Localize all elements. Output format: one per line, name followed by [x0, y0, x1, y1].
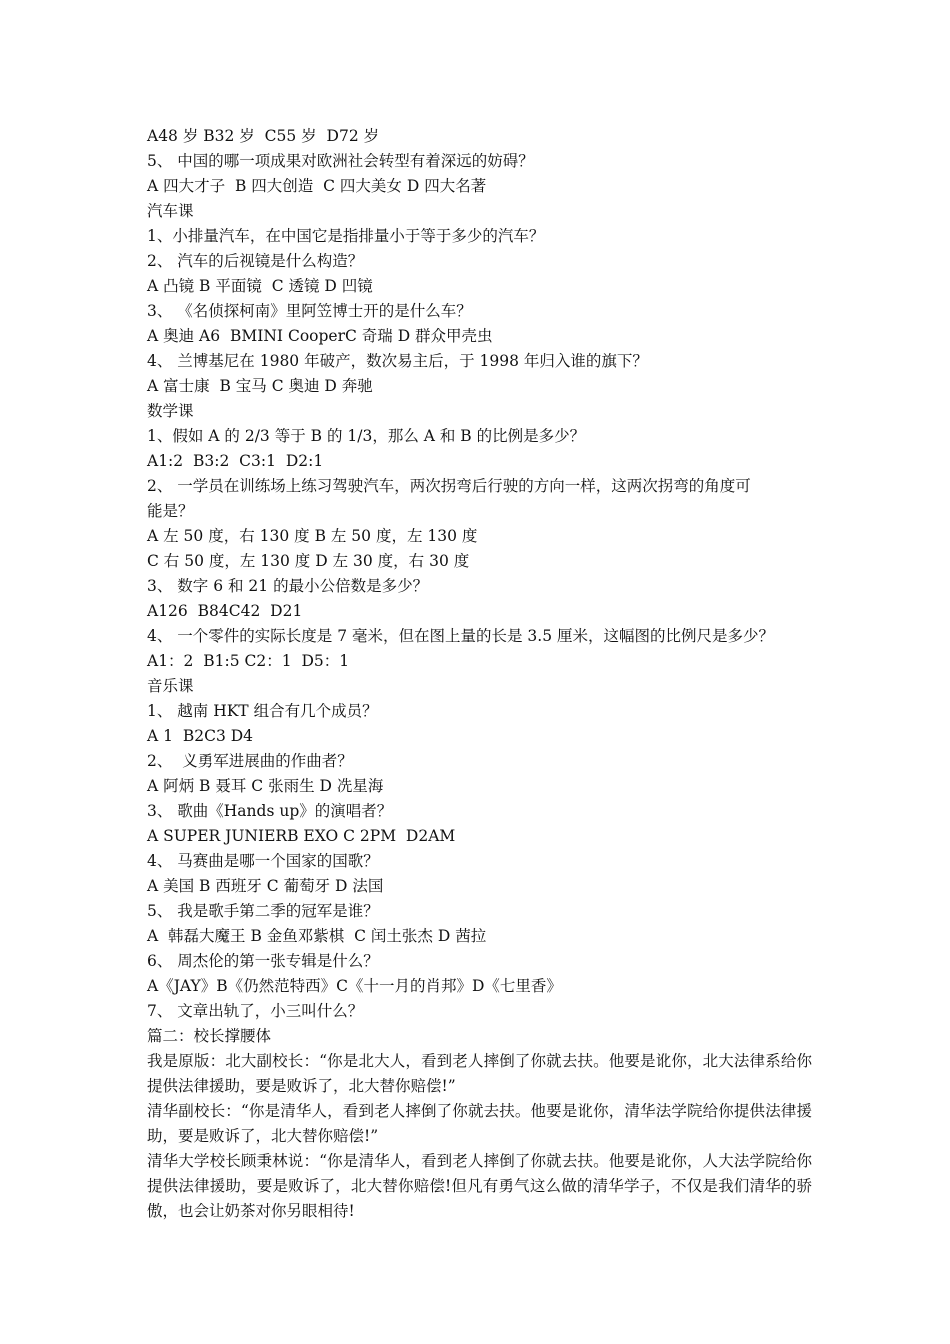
section-heading: 汽车课 [147, 202, 194, 220]
text-line: 4、 一个零件的实际长度是 7 毫米，但在图上量的长是 3.5 厘米，这幅图的比例尺是多少？ [147, 627, 775, 645]
section-heading: 篇二：校长撑腰体 [147, 1027, 272, 1045]
document-body [147, 124, 812, 1224]
text-line: 5、 中国的哪一项成果对欧洲社会转型有着深远的妨碍？ [147, 152, 534, 170]
text-line: A 左 50 度，右 130 度 B 左 50 度，左 130 度 [147, 527, 478, 545]
text-line: 3、 歌曲《Hands up》的演唱者？ [147, 802, 393, 820]
text-line: A 四大才子 B 四大创造 C 四大美女 D 四大名著 [147, 177, 487, 195]
text-line: 1、假如 A 的 2/3 等于 B 的 1/3，那么 A 和 B 的比例是多少？ [147, 427, 586, 445]
text-line: A 阿炳 B 聂耳 C 张雨生 D 冼星海 [147, 777, 384, 795]
text-line: A 韩磊大魔王 B 金鱼邓紫棋 C 闰土张杰 D 茜拉 [147, 927, 487, 945]
section-heading: 音乐课 [147, 677, 194, 695]
paragraph: 我是原版：北大副校长：“你是北大人，看到老人摔倒了你就去扶。他要是讹你，北大法律系给你提供法律援助，要是败诉了，北大替你赔偿!” [147, 1052, 812, 1095]
text-line: A 富士康 B 宝马 C 奥迪 D 奔驰 [147, 377, 373, 395]
text-line: A1:2 B3:2 C3:1 D2:1 [147, 452, 324, 470]
section-heading: 数学课 [147, 402, 194, 420]
text-line: A 美国 B 西班牙 C 葡萄牙 D 法国 [147, 877, 384, 895]
text-line: 2、 义勇军进展曲的作曲者？ [147, 752, 353, 770]
text-line: 6、 周杰伦的第一张专辑是什么？ [147, 952, 379, 970]
text-line: A48 岁 B32 岁 C55 岁 D72 岁 [147, 127, 380, 145]
text-line: 能是？ [147, 502, 194, 520]
text-line: 1、小排量汽车，在中国它是指排量小于等于多少的汽车？ [147, 227, 545, 245]
text-line: 3、 《名侦探柯南》里阿笠博士开的是什么车？ [147, 302, 472, 320]
text-line: 3、 数字 6 和 21 的最小公倍数是多少？ [147, 577, 429, 595]
text-line: 5、 我是歌手第二季的冠军是谁？ [147, 902, 379, 920]
text-line: A1：2 B1:5 C2：1 D5：1 [147, 652, 350, 670]
text-line: 7、 文章出轨了，小三叫什么？ [147, 1002, 364, 1020]
text-line: A《JAY》B《仍然范特西》C《十一月的肖邦》D《七里香》 [147, 977, 562, 995]
text-line: 4、 马赛曲是哪一个国家的国歌？ [147, 852, 379, 870]
text-line: A SUPER JUNIERB EXO C 2PM D2AM [147, 827, 456, 845]
text-line: A 凸镜 B 平面镜 C 透镜 D 凹镜 [147, 277, 373, 295]
paragraph: 清华大学校长顾秉林说：“你是清华人，看到老人摔倒了你就去扶。他要是讹你，人大法学院给你提供法律援助，要是败诉了，北大替你赔偿!但凡有勇气这么做的清华学子，不仅是我们清华的骄傲，也会让奶茶对你另眼相待! [147, 1152, 812, 1220]
text-line: A 1 B2C3 D4 [147, 727, 254, 745]
text-line: 2、 一学员在训练场上练习驾驶汽车，两次拐弯后行驶的方向一样，这两次拐弯的角度可 [147, 477, 751, 495]
text-line: 2、 汽车的后视镜是什么构造？ [147, 252, 364, 270]
text-line: 1、 越南 HKT 组合有几个成员？ [147, 702, 378, 720]
paragraph: 清华副校长：“你是清华人，看到老人摔倒了你就去扶。他要是讹你，清华法学院给你提供法律援助，要是败诉了，北大替你赔偿!” [147, 1102, 812, 1145]
text-line: C 右 50 度，左 130 度 D 左 30 度，右 30 度 [147, 552, 470, 570]
text-line: 4、 兰博基尼在 1980 年破产，数次易主后，于 1998 年归入谁的旗下？ [147, 352, 648, 370]
text-line: A 奥迪 A6 BMINI CooperC 奇瑞 D 群众甲壳虫 [147, 327, 493, 345]
text-line: A126 B84C42 D21 [147, 602, 303, 620]
